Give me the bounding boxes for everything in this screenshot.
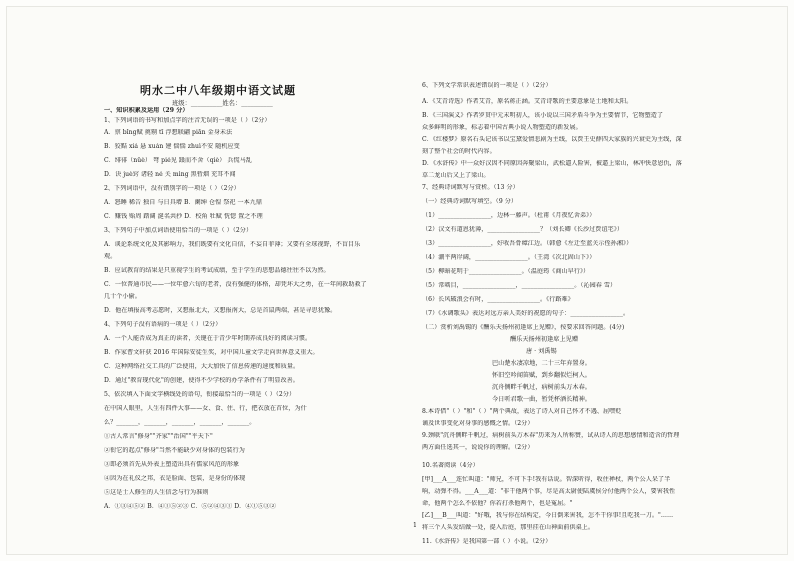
q5-sentence-4: ④因为在礼仪之邦，衣是脸面、包装，是身份的体现 — [104, 475, 246, 482]
q6-option-c: C．《红楼梦》原名石头记该书以宝黛爱情悲剧为主线，以贾王史薛四大家族的兴衰史为主线，深 — [422, 136, 682, 143]
q4-option-c: C．这种网络社交工具的广泛使用，大大加快了信息传递的速度和质量。 — [104, 363, 300, 370]
q6-option-b-cont: 众多鲜明的形象，标志着中国古典小说人物塑造的新发展。 — [422, 124, 582, 131]
page-number: 1 — [413, 522, 417, 529]
poem-line-2: 怀旧空吟闻笛赋，到乡翻似烂柯人。 — [492, 372, 591, 379]
q2-options-cd: C．赚钱 贻周 踏阔 涎名共抄 D．校角 牡赋 恍惚 置之不理 — [104, 213, 263, 220]
question-8: 8.本诗借"（ ）"和"（ ）"两个典故，表达了诗人对自己怀才不遇、屈嘿贬 — [422, 408, 622, 415]
q5-passage: 在中国人眼里，人生有四件大事——女、食、住、行，把衣放在首位，为什 — [104, 405, 307, 412]
section-heading: 一、知识积累及运用（29 分） — [104, 107, 189, 114]
q3-option-c-cont: 几十个小偷。 — [104, 293, 141, 300]
question-8-cont: 谪及世事变化对身事的感慨之情。（2分） — [422, 420, 534, 427]
question-4: 4、下列句子没有语病的一项是（ ）（2分） — [104, 321, 222, 328]
q6-option-c-cont: 刻了整个社会的时代内容。 — [422, 148, 496, 155]
passage-jia-2: 响，动弹不得。___A___道："非干他两个事，尽是高太尉使陆虞侯分付他两个公人，要害我性 — [422, 488, 676, 495]
poem-line-3: 沉舟侧畔千帆过，病树前头万木春。 — [492, 384, 591, 391]
question-9: 9.颈联"沉舟侧畔千帆过，病树前头万木春"历来为人所称赞，试从诗人的思想感情和造含的哲理 — [422, 432, 680, 439]
q6-option-d: D．《水浒传》中一众好汉因不同原因奔聚梁山，武松逼人险害，被逼上梁山，林冲快意恩仇，落 — [422, 160, 682, 167]
poem-line-4: 今日听君歌一曲，暂凭杯酒长精神。 — [492, 396, 591, 403]
q1-option-b: B．狡黠 xiá 悬 xuán 建 惴惴 zhuì不安 随机应变 — [104, 143, 240, 150]
q5-options: A．①③④⑤② B．④①⑤②③ C．⑤②④③① D．④①⑤③② — [104, 503, 277, 510]
passage-jia-1: [甲]___A___连忙叫道："师兄，不可下手!我有话说。智深听得，收住禅杖，两个公人呆了半 — [422, 476, 671, 483]
q1-option-d: D．诀 juè窍 诸轻 né 关 mìng 黑暂烟 充耳不闻 — [104, 171, 236, 178]
q3-option-b: B．应试教育的结果是只重视学生的考试成绩，至于学生的思想品德往往不以为然。 — [104, 267, 330, 274]
q5-sentence-1: ①古人常言"修身""齐家""治国""平天下" — [104, 433, 213, 440]
q7-blank-8: （7）《水调歌头》表达对远方亲人美好的祝愿的句子：_________________。 — [422, 310, 630, 317]
q7-blank-6: （5）常啮目，_________________，_________________。（沁园春 雪） — [422, 282, 617, 289]
q4-option-a: A．一个人能否成为真正的读者，关键在于青少年时期养成良好的阅读习惯。 — [104, 335, 312, 342]
q7-blank-3: （3）_________________，好收吾骨瘴江边。（韩愈《左迁至蓝关示侄孙湘》） — [422, 240, 633, 247]
q7-blank-4: （4）潮平两岸阔，_________________。（王湾《次北固山下》） — [422, 254, 596, 261]
q3-option-d: D．他在填报高考志愿时，又想报北大，又想报南大，总是首鼠两端，甚是寻思犹豫。 — [104, 307, 337, 314]
exam-title: 明水二中八年级期中语文试题 — [140, 84, 296, 97]
q6-option-d-cont: 草二龙山后又上了梁山。 — [422, 172, 490, 179]
question-2: 2、下列词语中，没有错别字的一项是（ ）（2分） — [104, 185, 240, 192]
question-9-cont: 两方面任选其一，说说你的理解。（2分） — [422, 444, 534, 451]
q2-options-ab: A．怒睡 稀告 独自 与日具增 B．阑绅 仓惶 祭祀 一本九鼎 — [104, 199, 263, 206]
q1-option-a: A．禀 bǐng赋 挑剔 tī 浮想联翩 piān 金身未法 — [104, 129, 233, 136]
q3-option-c: C．一位普通市民——一位年愈六旬的老者，没有强健的体格，却凭坏大之勇，在一年间救助救了 — [104, 281, 367, 288]
q7-part-1: （一）经典诗词默写填空。（9 分） — [422, 198, 518, 205]
q5-sentence-2: ②衔它的起点"修身"当然不能缺少对身体的包装行为 — [104, 447, 245, 454]
q7-blank-7: （6）长风破浪会有时，_________________。《行路难》 — [422, 296, 574, 303]
q7-part-2: （二）赏析刘禹锡的《酬乐天扬州初逢席上见赠》，按要求回答问题。(4分) — [422, 324, 625, 331]
poem-title: 酬乐天扬州初逢席上见赠 — [510, 336, 579, 343]
passage-yi-2: 将三个人头发结做一处，提入后庭，那里挂在山神面前供桌上。 — [422, 524, 595, 531]
poem-line-1: 巴山楚水凄凉地，二十三年弃置身。 — [492, 360, 591, 367]
q4-option-d: D．通过"教育现代化"的创建，使得不少学校的办学条件有了明显改善。 — [104, 377, 299, 384]
q7-blank-5: （5）柳暗花明于_________________。（温庭筠《商山早行》） — [422, 268, 590, 275]
q6-option-a: A．《艾青诗选》作者艾青，原名蒋正涵。艾青诗歌的主要意象是土地和太阳。 — [422, 98, 633, 105]
question-11: 11.《水浒传》是我国第一部（ ）小说。（2分） — [422, 538, 552, 545]
passage-jia-3: 命，他两个怎么不依他？你若打杀他两个，也是冤屈。" — [422, 500, 573, 507]
question-1: 1、下列词语的书写和加点字的注音无误的一项是（ ）（2分） — [104, 117, 271, 124]
question-7: 7、经典诗词默写与赏析。（13 分） — [422, 184, 519, 191]
q7-blank-2: （2）汉文有道恩犹薄，_________________？（刘长卿《长沙过贾谊宅》） — [422, 226, 623, 233]
q5-sentence-3: ③即必须首先从外表上塑造出具有儒家风范的形象 — [104, 461, 240, 468]
question-3: 3、下列句子中加点词语使用恰当的一项是（ ）（2分） — [104, 227, 253, 234]
q1-option-c: C．绯徘（nüè） 弩 pié见 蹑而不舍（qiè） 兵慌马乱 — [104, 157, 252, 164]
poem-author: 唐 · 刘禹锡 — [526, 348, 557, 355]
q5-sentence-5: ⑤这是士人修生的人生信念与行为准则 — [104, 489, 209, 496]
q7-blank-1: （1）_________________，边林一藤声。（杜甫《月夜忆舍弟》） — [422, 212, 596, 219]
q6-option-b: B．《三国演义》作者罗贯中元末明初人，该小说以三国矛盾斗争为主要情节，它物塑造了 — [422, 112, 664, 119]
passage-yi-1: [乙]___B___叫道："好哦，我与你在结构定，今日倒来害我，怎不干你事!且吃我一刀。"…… — [422, 512, 674, 519]
question-10: 10.名著阅读（4分） — [422, 462, 479, 469]
class-name-line: 班级：__________姓名：__________ — [172, 100, 273, 107]
q3-option-a: A．谈论系统文化及其影响力，我们既要有文化自信，不妄自菲薄；又要有全球视野，不盲目乐 — [104, 241, 361, 248]
q4-option-b: B．作家曹文轩获 2016 年国际安徒生奖，对中国儿童文学走向世界意义重大。 — [104, 349, 319, 356]
question-6: 6、下列文学常识表述错误的一项是（ ）（2分） — [422, 82, 552, 89]
q3-option-a-cont: 观。 — [104, 253, 117, 260]
question-5: 5、依次填入下面文字横线处的语句，衔接最恰当的一项是（ ）（2分） — [104, 391, 296, 398]
q5-passage-blanks: 么？_______，_______，_______，_______，_______。 — [104, 419, 256, 426]
